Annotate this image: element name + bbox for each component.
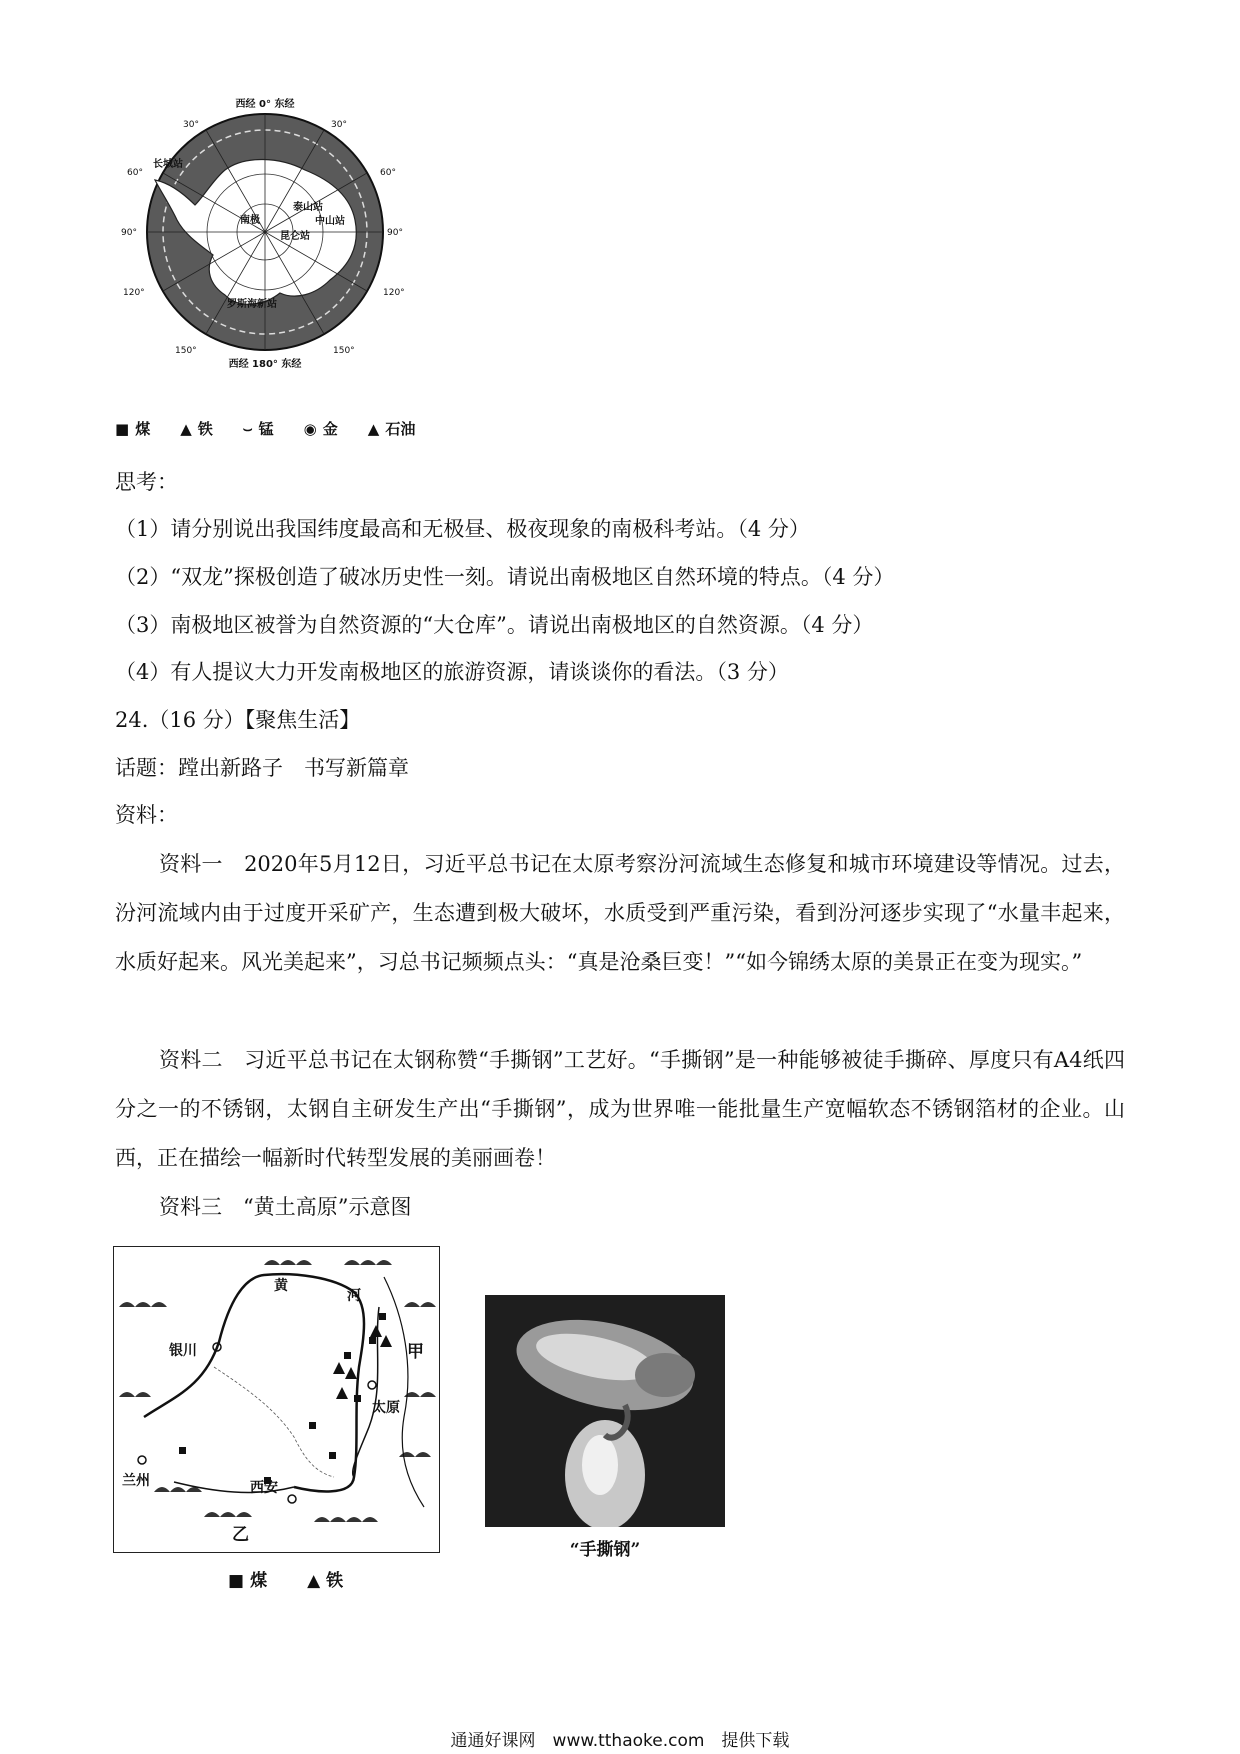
materials-label: 资料：	[115, 803, 178, 827]
material-1: 资料一 2020年5月12日，习近平总书记在太原考察汾河流域生态修复和城市环境建设等情况。过去，汾河流域内由于过度开采矿产，生态遭到极大破坏，水质受到严重污染，看到汾河逐步实现了“水量丰起来，水质好起来。风光美起来”，习总书记频频点头：“真是沧桑巨变！”“如今锦绣太原的美景正在变为现实。”	[115, 852, 1125, 974]
antarctic-map	[115, 95, 415, 405]
legend-item-gold: ◉ 金	[303, 420, 338, 438]
section-think: 思考：	[115, 470, 178, 494]
map-label-lanzhou: 兰州	[122, 1473, 150, 1489]
legend-item-iron: ▲ 铁	[180, 420, 213, 438]
question-24-header: 24.（16 分）【聚焦生活】	[115, 708, 361, 732]
question-2: （2）“双龙”探极创造了破冰历史性一刻。请说出南极地区自然环境的特点。（4 分）	[115, 565, 895, 589]
loess-plateau-map	[113, 1246, 440, 1553]
map-bottom-label: 西经 180° 东经	[228, 359, 302, 370]
lon-e120: 120°	[383, 288, 405, 298]
legend-item-coal: ■ 煤	[115, 420, 151, 438]
loess-legend	[228, 1566, 343, 1591]
topic-line: 话题：蹚出新路子 书写新篇章	[115, 756, 409, 780]
question-1: （1）请分别说出我国纬度最高和无极昼、极夜现象的南极科考站。（4 分）	[115, 517, 810, 541]
lon-w30: 30°	[183, 120, 199, 130]
question-3: （3）南极地区被誉为自然资源的“大仓库”。请说出南极地区的自然资源。（4 分）	[115, 613, 874, 637]
map-label-taiyuan: 太原	[372, 1400, 400, 1416]
photo-caption: “手撕钢”	[569, 1540, 641, 1560]
lon-e150: 150°	[333, 346, 355, 356]
hand-torn-steel-photo	[485, 1295, 725, 1527]
station-ross: 罗斯海新站	[227, 299, 277, 310]
station-taishan: 泰山站	[293, 202, 323, 213]
map-label-huang: 黄	[274, 1278, 288, 1294]
legend-item-oil: ▲ 石油	[367, 420, 416, 438]
lon-w60: 60°	[127, 168, 143, 178]
map-label-yi: 乙	[232, 1525, 249, 1545]
map-top-label: 西经 0° 东经	[235, 99, 295, 110]
material-3-title: 资料三 “黄土高原”示意图	[159, 1195, 412, 1219]
lon-e30: 30°	[331, 120, 347, 130]
page-footer: 通通好课网 www.tthaoke.com 提供下载	[450, 1731, 790, 1751]
station-changcheng: 长城站	[153, 159, 183, 170]
legend-item-iron: ▲ 铁	[307, 1571, 344, 1591]
map-label-xian: 西安	[250, 1480, 278, 1496]
question-4: （4）有人提议大力开发南极地区的旅游资源，请谈谈你的看法。（3 分）	[115, 660, 789, 684]
antarctic-legend	[115, 418, 415, 439]
lon-e60: 60°	[380, 168, 396, 178]
legend-item-coal: ■ 煤	[228, 1571, 268, 1591]
map-label-he: 河	[347, 1288, 361, 1304]
material-2: 资料二 习近平总书记在太钢称赞“手撕钢”工艺好。“手撕钢”是一种能够被徒手撕碎、厚度只有A4纸四分之一的不锈钢，太钢自主研发生产出“手撕钢”，成为世界唯一能批量生产宽幅软态不锈钢箔材的企业。山西，正在描绘一幅新时代转型发展的美丽画卷！	[115, 1048, 1125, 1170]
photo-svg	[485, 1295, 725, 1527]
lon-e90: 90°	[387, 228, 403, 238]
legend-item-manganese: ⌣ 锰	[242, 420, 274, 438]
lon-w150: 150°	[175, 346, 197, 356]
map-label-yinchuan: 银川	[169, 1343, 197, 1359]
map-label-jia: 甲	[407, 1342, 424, 1362]
station-kunlun: 昆仑站	[280, 231, 310, 242]
antarctic-map-svg	[115, 95, 415, 405]
station-zhongshan: 中山站	[315, 216, 345, 227]
loess-map-svg	[114, 1247, 439, 1552]
lon-w120: 120°	[123, 288, 145, 298]
lon-w90: 90°	[121, 228, 137, 238]
south-pole-label: 南极	[240, 215, 260, 226]
